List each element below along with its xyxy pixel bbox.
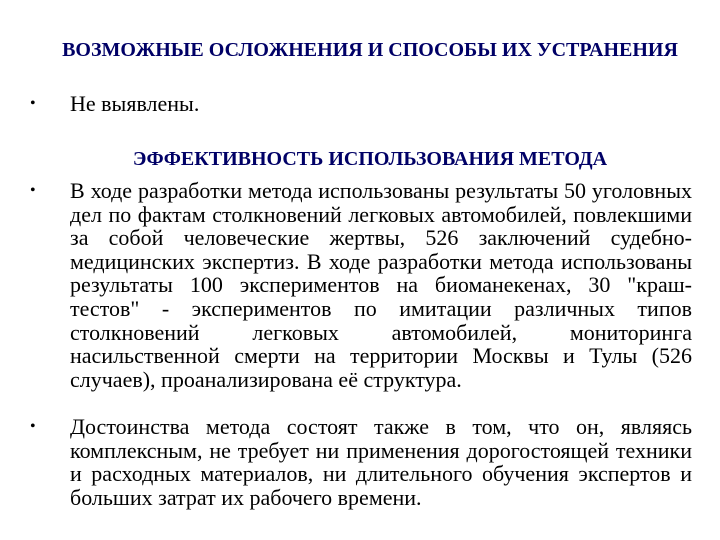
list-item (28, 179, 692, 391)
bullet-text: В ходе разработки метода использованы результаты 50 уголовных дел по фактам столкновений легковых автомобилей, повлекшими за собой человеческие жертвы, 526 заключений судебно-медицинских экспертиз. В ходе разработки метода использованы результаты 100 экспериментов на биоманекенах, 30 "краш-тестов" - экспериментов по имитации различных типов столкновений легковых автомобилей, мониторинга насильственной смерти на территории Москвы и Тулы (526 случаев), проанализирована её структура. (70, 178, 692, 392)
section-heading-complications: ВОЗМОЖНЫЕ ОСЛОЖНЕНИЯ И СПОСОБЫ ИХ УСТРАНЕНИЯ (62, 39, 678, 61)
bullet-icon: • (30, 182, 36, 199)
list-item (28, 415, 692, 509)
section-heading-effectiveness: ЭФФЕКТИВНОСТЬ ИСПОЛЬЗОВАНИЯ МЕТОДА (132, 148, 608, 170)
bullet-text: Достоинства метода состоят также в том, что он, являясь комплексным, не требует ни применения дорогостоящей техники и расходных материалов, ни длительного обучения экспертов и больших затрат их рабочего времени. (70, 414, 692, 510)
bullet-icon: • (30, 418, 36, 435)
list-item (28, 92, 692, 116)
bullet-text: Не выявлены. (70, 91, 200, 116)
bullet-icon: • (30, 95, 36, 112)
